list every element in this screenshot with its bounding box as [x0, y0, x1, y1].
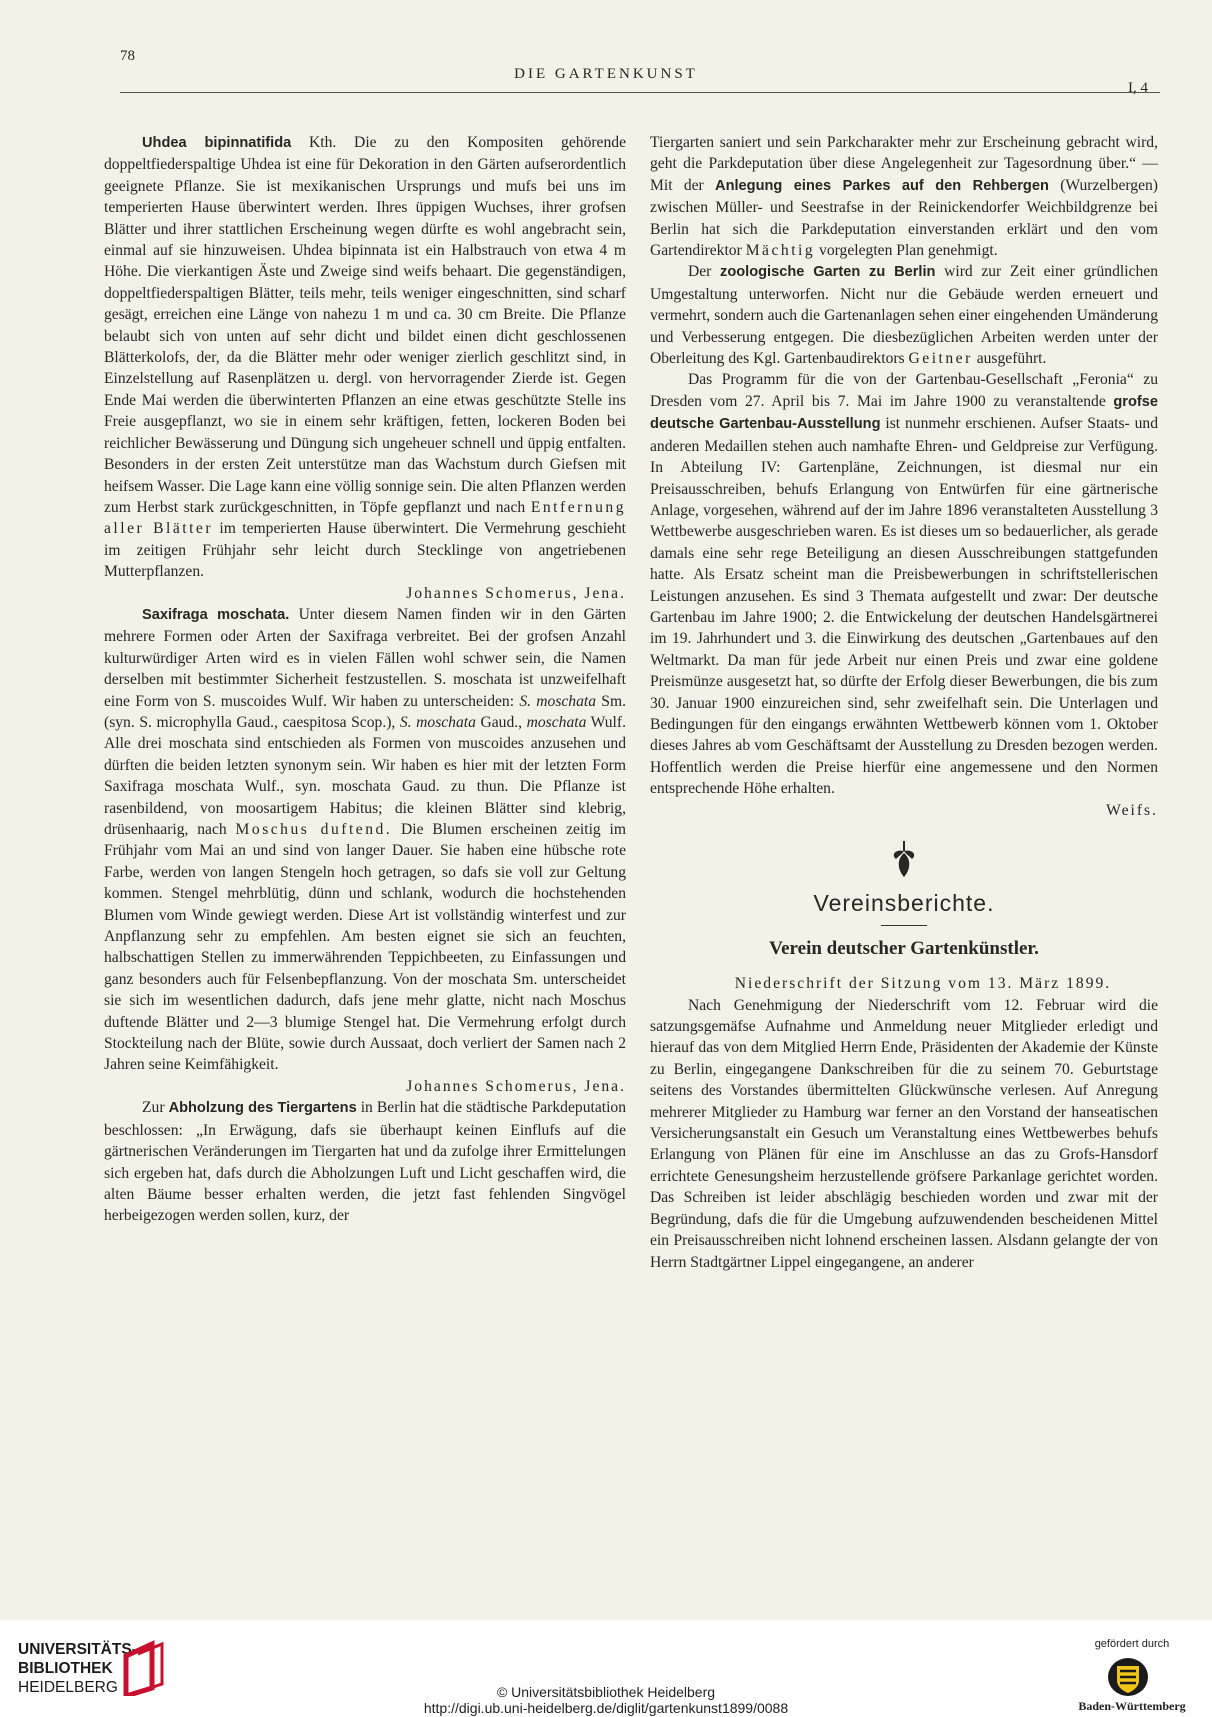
saxifraga-spaced-text: Moschus duftend.	[235, 821, 393, 838]
exhibition-heading: grofse deutsche Gartenbau-Ausstellung	[650, 393, 1158, 433]
saxifraga-text: Die Blumen erscheinen zeitig im Frühjahr vom Mai an und sind von langer Dauer. Sie haben eine hübsche rote Farbe, werden von langen Stengeln hoch getragen, so dafs sie voll zur Geltung kommen. Stengel mehrblütig, dünn und schlank, wodurch die hochstehenden Blumen vom Winde gewiegt werden. Diese Art ist vollständig winterfest und zur Anpflanzung sehr zu empfehlen. Am besten eignet sie sich an feuchten, halbschattigen Stellen zu immerwährenden Teppichbeeten, zu Einfassungen und ganz besonders auch für Felsenbepflanzung. Von der moschata Sm. unterscheidet sie sich im wesentlichen dadurch, dafs jene mehr glatte, nicht nach Moschus duftende Blätter und 2—3 blumige Stengel hat. Die Vermehrung erfolgt durch Stockteilung nach der Blüte, sowie durch Aussaat, doch verliert der Samen nach 2 Jahren seine Keimfähigkeit.	[104, 821, 627, 1074]
exhibition-text: Das Programm für die von der Gartenbau-Gesellschaft „Feronia“ zu Dresden vom 27. April bis 7. Mai im Jahre 1900 zu veranstaltende	[650, 371, 1158, 410]
uhdea-text: Kth. Die zu den Kompositen gehörende doppeltfiederspaltige Uhdea ist eine für Dekoration in den Gärten aufserordentlich geeignete Pflanze. Sie ist mexikanischen Ursprungs und mufs bei uns im temperierten Hause überwintert werden. Ihres üppigen Wuchses, ihrer grofsen Blätter und ihrer stattlichen Erscheinung wegen dürfte es wohl angebracht sein, einmal auf sie hinzuweisen. Uhdea bipinnata ist ein Halbstrauch von etwa 4 m Höhe. Die vierkantigen Äste und Zweige sind weifs behaart. Die gegenständigen, doppeltfiederspaltigen Blätter, teils mehr, teils weniger eingeschnitten, sind scharf gesägt, erreichen eine Länge von nahezu 1 m und ca. 30 cm Breite. Die Pflanze belaubt sich von unten auf sehr dicht und bildet einen dicht geschlossenen Blätterkolofs, der, da die Blätter mehr oder weniger zierlich geschlitzt sind, in Einzelstellung auf Rasenplätzen u. dergl. von hervorragender Zierde ist. Gegen Ende Mai werden die überwinterten Pflanzen an eine etwas geschützte Stelle ins Freie ausgepflanzt, wo sie in einem sehr kräftigen, fetten, lockeren Boden bei reichlicher Bewässerung und Düngung sich ungeheuer schnell und üppig entfalten. Besonders in der ersten Zeit unterstütze man das Wachstum durch Giefsen mit heifsem Wasser. Die Lage kann eine völlig sonnige sein. Die alten Pflanzen werden zum Herbst stark zurückgeschnitten, in Töpfe gepflanzt und nach	[104, 134, 626, 516]
uhdea-text-end: im temperierten Hause überwintert. Die Vermehrung geschieht im zeitigen Frühjahr sehr leicht durch Stecklinge von angetriebenen Mutterpflanzen.	[104, 520, 626, 581]
tiergarten-heading: Abholzung des Tiergartens	[168, 1100, 357, 1117]
saxifraga-text: Wulf. Alle drei moschata sind entschieden als Formen von muscoides anzusehen und dürften die beiden letzten synonym sein. Wir haben es hier mit der letzten Form Saxifraga moschata Wulf., syn. moschata Gaud. zu thun. Die Pflanze ist rasenbildend, von moosartigem Habitus; die kleinen Blätter sind klebrig, drüsenhaarig, nach	[104, 713, 626, 838]
zoo-text: wird zur Zeit einer gründlichen Umgestaltung unterworfen. Nicht nur die Gebäude werden erneuert und vermehrt, sondern auch die Gartenanlagen sehen einer eingehenden Umänderung und Verbesserung entgegen. Die diesbezüglichen Arbeiten werden unter der Oberleitung des Kgl. Gartenbaudirektors	[650, 263, 1158, 368]
library-name-line: HEIDELBERG	[18, 1679, 118, 1696]
signature: Johannes Schomerus, Jena.	[406, 584, 626, 602]
left-column	[104, 132, 626, 1227]
saxifraga-italic: S. moschata	[519, 692, 597, 710]
saxifraga-heading: Saxifraga moschata.	[142, 606, 290, 623]
library-name-line: UNIVERSITÄTS-	[18, 1641, 137, 1658]
library-name-line: BIBLIOTHEK	[18, 1660, 113, 1677]
tiergarten-text: in Berlin hat die städtische Parkdeputation beschlossen: „In Erwägung, dafs sie überhaupt keinen Einflufs auf die gärtnerischen Veränderungen im Tiergarten hat und da zufolge ihrer Ermittelungen sich ergeben hat, dafs durch die Abholzungen Luft und Licht geschaffen wird, die alten Bäume besser erhalten werden, die jetzt fast fehlenden Singvögel herbeigezogen werden sollen, kurz, der	[104, 1099, 626, 1225]
continuation-text: (Wurzelbergen) zwischen Müller- und Seestrafse in der Reinickendorfer Weichbildgrenze bei Berlin hat sich die Parkdeputation einverstanden erklärt und den vom Gartendirektor	[650, 176, 1158, 260]
right-column	[650, 132, 1158, 1273]
tiergarten-paragraph	[104, 1097, 626, 1226]
page-url[interactable]: http://digi.ub.uni-heidelberg.de/diglit/gartenkunst1899/0088	[423, 1700, 789, 1716]
person-name: Geitner	[908, 350, 973, 368]
zoo-text: Der	[688, 263, 721, 281]
tiergarten-text: Zur	[142, 1099, 169, 1117]
minutes-title: Niederschrift der Sitzung vom 13. März 1899.	[734, 975, 1112, 993]
person-name: Mächtig	[745, 242, 816, 260]
page-number: 78	[120, 48, 135, 64]
continuation-text: vorgelegten Plan genehmigt.	[815, 242, 998, 260]
funded-by-label: gefördert durch	[1094, 1638, 1170, 1650]
section-divider	[881, 925, 927, 926]
saxifraga-italic: moschata	[526, 713, 587, 731]
state-name: Baden-Württemberg	[1078, 1699, 1186, 1713]
library-footer	[0, 1620, 1212, 1717]
saxifraga-italic: S. moschata	[399, 713, 476, 731]
minutes-paragraph: Nach Genehmigung der Niederschrift vom 12. Februar wird die satzungsgemäfse Aufnahme und Anmeldung neuer Mitglieder erledigt und hierauf das von dem Mitglied Herrn Ende, Präsidenten der Akademie der Künste zu Berlin, eingegangene Dankschreiben für die zu seinem 70. Geburtstage seitens des Vorstandes übermittelten Glückwünsche verlesen. Auf Anregung mehrerer Mitglieder zu Hamburg war ferner an den Vorstand der hanseatischen Versicherungsanstalt ein Gesuch um Veranstaltung eines Wettbewerbes behufs Erlangung von Plänen für eine im Anschlusse an das zu Grofs-Hansdorf errichtete Genesungsheim herzustellende gröfsere Parkanlage gerichtet worden. Das Schreiben ist leider abschlägig beschieden worden und zwar mit der Begründung, dafs die für die Umgebung aufzuwendenden bescheidenen Mittel ein Preisausschreiben nicht lohnend erscheinen lassen. Alsdann gelangte der von Herrn Stadtgärtner Lippel eingegangene, an anderer	[650, 996, 1158, 1271]
leaf-ornament-icon	[650, 839, 1158, 885]
uhdea-heading: Uhdea bipinnatifida	[142, 135, 292, 151]
zoo-text: ausgeführt.	[972, 350, 1047, 368]
park-heading: Anlegung eines Parkes auf den Rehbergen	[715, 177, 1049, 194]
copyright-notice: © Universitätsbibliothek Heidelberg	[496, 1684, 716, 1700]
tiergarten-continuation	[650, 132, 1158, 261]
running-title: DIE GARTENKUNST	[514, 66, 698, 82]
header-rule	[120, 92, 1160, 93]
exhibition-text: ist nunmehr erschienen. Aufser Staats- und anderen Medaillen stehen auch namhafte Ehren- und Geldpreise zur Verfügung. In Abteilung IV: Gartenpläne, Zeichnungen, ist diesmal nur ein Preisausschreiben, behufs Erlangung von Entwürfen für eine gärtnerische Anlage, vorgesehen, während auf der im Jahre 1896 veranstalteten Ausstellung 3 Wettbewerbe ausgeschrieben waren. Es ist dieses um so bedauerlicher, als gerade damals eine sehr rege Beteiligung an diesen Ausschreibungen stattgefunden hatte. Als Ersatz scheint man die Preisbewerbungen in schriftstellerischen Leistungen anzusehen. Es sind 3 Themata aufgestellt und zwar: Der deutsche Gartenbau im Jahre 1900; 2. die Entwickelung der deutschen Handelsgärtnerei im 19. Jahrhundert und 3. die Einwirkung des deutschen „Gartenbaues auf den Weltmarkt. Da man für jede Arbeit nur einen Preis und zwar eine goldene Preismünze ausgesetzt hat, so dürfte der Erfolg dieser Bewerbungen, die bis zum 30. Januar 1900 einzureichen sind, sehr zweifelhaft sein. Die Unterlagen und Bedingungen für den eingangs erwähnten Wettbewerb können vom 1. Oktober dieses Jahres ab vom Geschäftsamt der Ausstellung zu Dresden bezogen werden. Hoffentlich werden die Preise hierfür eine angemessene und den Normen entsprechende Höhe erhalten.	[650, 415, 1158, 798]
subsection-title: Verein deutscher Gartenkünstler.	[769, 937, 1039, 959]
saxifraga-text: Unter diesem Namen finden wir in den Gärten mehrere Formen oder Arten der Saxifraga verbreitet. Bei der grofsen Anzahl kulturwürdiger Arten wird es in vielen Fällen wohl schwer sein, die Namen derselben mit bestimmter Sicherheit festzustellen. S. moschata ist unzweifelhaft eine Form von S. muscoides Wulf. Wir haben zu unterscheiden:	[104, 605, 626, 710]
issue-number: I, 4	[1128, 80, 1148, 96]
continuation-text: Tiergarten saniert und sein Parkcharakter mehr zur Erscheinung gebracht wird, geht die Parkdeputation über diese Angelegenheit zur Tagesordnung über.“ — Mit der	[650, 134, 1158, 194]
state-coat-of-arms-icon	[1106, 1656, 1150, 1703]
zoo-heading: zoologische Garten zu Berlin	[720, 264, 936, 281]
uhdea-spaced-text: Entfernung aller Blätter	[104, 498, 626, 538]
signature: Weifs.	[1106, 801, 1158, 819]
signature: Johannes Schomerus, Jena.	[406, 1077, 626, 1095]
exhibition-paragraph	[650, 369, 1158, 799]
uhdea-paragraph	[104, 132, 626, 583]
saxifraga-text: Sm. (syn. S. microphylla Gaud., caespitosa Scop.),	[104, 692, 626, 731]
section-title: Vereinsberichte.	[813, 890, 995, 917]
zoo-paragraph	[650, 261, 1158, 369]
saxifraga-paragraph	[104, 604, 626, 1076]
saxifraga-text: Gaud.,	[475, 713, 527, 731]
